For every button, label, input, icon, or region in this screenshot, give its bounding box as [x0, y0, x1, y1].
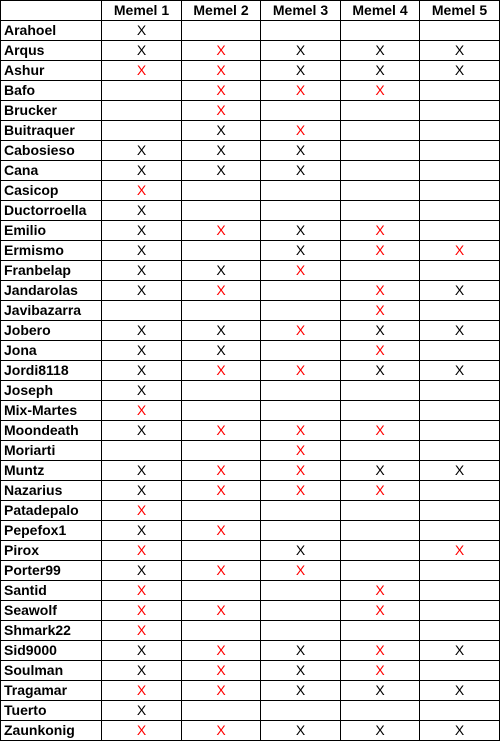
- empty-cell: [420, 421, 500, 441]
- header-memel-5: Memel 5: [420, 1, 500, 21]
- black-x-mark: X: [261, 661, 341, 681]
- black-x-mark: X: [341, 461, 420, 481]
- red-x-mark: X: [102, 501, 182, 521]
- empty-cell: [341, 701, 420, 721]
- empty-cell: [420, 261, 500, 281]
- black-x-mark: X: [102, 461, 182, 481]
- black-x-mark: X: [102, 341, 182, 361]
- player-name: Tuerto: [1, 701, 102, 721]
- black-x-mark: X: [261, 161, 341, 181]
- red-x-mark: X: [261, 461, 341, 481]
- table-row: [1, 161, 500, 181]
- black-x-mark: X: [102, 281, 182, 301]
- black-x-mark: X: [341, 61, 420, 81]
- black-x-mark: X: [261, 681, 341, 701]
- empty-cell: [341, 141, 420, 161]
- red-x-mark: X: [102, 721, 182, 741]
- black-x-mark: X: [102, 161, 182, 181]
- table-row: [1, 341, 500, 361]
- empty-cell: [420, 441, 500, 461]
- red-x-mark: X: [341, 581, 420, 601]
- empty-cell: [420, 161, 500, 181]
- empty-cell: [182, 381, 261, 401]
- red-x-mark: X: [341, 481, 420, 501]
- empty-cell: [102, 101, 182, 121]
- player-name: Mix-Martes: [1, 401, 102, 421]
- red-x-mark: X: [182, 561, 261, 581]
- table-body: [1, 21, 500, 741]
- black-x-mark: X: [102, 561, 182, 581]
- empty-cell: [420, 201, 500, 221]
- empty-cell: [261, 501, 341, 521]
- empty-cell: [420, 221, 500, 241]
- table-row: [1, 361, 500, 381]
- empty-cell: [420, 501, 500, 521]
- black-x-mark: X: [102, 381, 182, 401]
- player-name: Ashur: [1, 61, 102, 81]
- player-name: Bafo: [1, 81, 102, 101]
- empty-cell: [182, 181, 261, 201]
- player-name: Soulman: [1, 661, 102, 681]
- red-x-mark: X: [341, 601, 420, 621]
- red-x-mark: X: [420, 241, 500, 261]
- empty-cell: [261, 21, 341, 41]
- table-row: [1, 521, 500, 541]
- red-x-mark: X: [341, 241, 420, 261]
- empty-cell: [261, 181, 341, 201]
- empty-cell: [341, 501, 420, 521]
- empty-cell: [182, 541, 261, 561]
- empty-cell: [420, 621, 500, 641]
- black-x-mark: X: [261, 241, 341, 261]
- black-x-mark: X: [420, 41, 500, 61]
- black-x-mark: X: [341, 361, 420, 381]
- red-x-mark: X: [261, 561, 341, 581]
- table-row: [1, 561, 500, 581]
- table-row: [1, 401, 500, 421]
- black-x-mark: X: [420, 641, 500, 661]
- player-name: Moondeath: [1, 421, 102, 441]
- red-x-mark: X: [182, 81, 261, 101]
- player-name: Pepefox1: [1, 521, 102, 541]
- table-row: [1, 281, 500, 301]
- player-name: Santid: [1, 581, 102, 601]
- table-row: [1, 661, 500, 681]
- red-x-mark: X: [102, 681, 182, 701]
- black-x-mark: X: [182, 321, 261, 341]
- table-row: [1, 181, 500, 201]
- red-x-mark: X: [102, 181, 182, 201]
- table-row: [1, 241, 500, 261]
- black-x-mark: X: [102, 141, 182, 161]
- black-x-mark: X: [420, 721, 500, 741]
- table-row: [1, 221, 500, 241]
- empty-cell: [420, 21, 500, 41]
- empty-cell: [420, 561, 500, 581]
- table-row: [1, 121, 500, 141]
- empty-cell: [341, 21, 420, 41]
- empty-cell: [102, 301, 182, 321]
- black-x-mark: X: [102, 481, 182, 501]
- player-name: Shmark22: [1, 621, 102, 641]
- empty-cell: [182, 621, 261, 641]
- table-row: [1, 141, 500, 161]
- black-x-mark: X: [420, 61, 500, 81]
- red-x-mark: X: [341, 661, 420, 681]
- red-x-mark: X: [261, 361, 341, 381]
- player-name: Buitraquer: [1, 121, 102, 141]
- empty-cell: [341, 161, 420, 181]
- red-x-mark: X: [182, 101, 261, 121]
- empty-cell: [261, 301, 341, 321]
- empty-cell: [102, 121, 182, 141]
- table-row: [1, 321, 500, 341]
- table-row: [1, 101, 500, 121]
- red-x-mark: X: [341, 281, 420, 301]
- player-name: Casicop: [1, 181, 102, 201]
- empty-cell: [341, 541, 420, 561]
- black-x-mark: X: [341, 321, 420, 341]
- empty-cell: [182, 301, 261, 321]
- black-x-mark: X: [261, 721, 341, 741]
- black-x-mark: X: [261, 641, 341, 661]
- table-row: [1, 421, 500, 441]
- red-x-mark: X: [182, 481, 261, 501]
- black-x-mark: X: [102, 41, 182, 61]
- table-row: [1, 601, 500, 621]
- red-x-mark: X: [182, 361, 261, 381]
- empty-cell: [341, 381, 420, 401]
- table-row: [1, 461, 500, 481]
- player-name: Brucker: [1, 101, 102, 121]
- empty-cell: [182, 401, 261, 421]
- empty-cell: [420, 81, 500, 101]
- header-memel-2: Memel 2: [182, 1, 261, 21]
- table-row: [1, 41, 500, 61]
- table-row: [1, 81, 500, 101]
- empty-cell: [261, 621, 341, 641]
- red-x-mark: X: [341, 81, 420, 101]
- red-x-mark: X: [182, 461, 261, 481]
- black-x-mark: X: [102, 701, 182, 721]
- empty-cell: [261, 581, 341, 601]
- red-x-mark: X: [182, 601, 261, 621]
- table-row: [1, 441, 500, 461]
- empty-cell: [182, 201, 261, 221]
- red-x-mark: X: [182, 281, 261, 301]
- red-x-mark: X: [102, 401, 182, 421]
- empty-cell: [182, 501, 261, 521]
- empty-cell: [341, 621, 420, 641]
- red-x-mark: X: [261, 121, 341, 141]
- red-x-mark: X: [102, 581, 182, 601]
- black-x-mark: X: [261, 541, 341, 561]
- black-x-mark: X: [102, 241, 182, 261]
- black-x-mark: X: [341, 41, 420, 61]
- black-x-mark: X: [102, 521, 182, 541]
- empty-cell: [420, 301, 500, 321]
- black-x-mark: X: [182, 141, 261, 161]
- red-x-mark: X: [341, 421, 420, 441]
- red-x-mark: X: [341, 641, 420, 661]
- player-name: Joseph: [1, 381, 102, 401]
- red-x-mark: X: [102, 601, 182, 621]
- empty-cell: [341, 521, 420, 541]
- black-x-mark: X: [102, 221, 182, 241]
- table-row: [1, 581, 500, 601]
- red-x-mark: X: [102, 621, 182, 641]
- player-name: Emilio: [1, 221, 102, 241]
- header-memel-1: Memel 1: [102, 1, 182, 21]
- player-name: Arqus: [1, 41, 102, 61]
- red-x-mark: X: [182, 421, 261, 441]
- empty-cell: [420, 101, 500, 121]
- red-x-mark: X: [182, 61, 261, 81]
- table-row: [1, 541, 500, 561]
- empty-cell: [420, 661, 500, 681]
- empty-cell: [261, 601, 341, 621]
- player-name: Moriarti: [1, 441, 102, 461]
- black-x-mark: X: [182, 161, 261, 181]
- player-name: Ermismo: [1, 241, 102, 261]
- table-row: [1, 261, 500, 281]
- player-name: Pirox: [1, 541, 102, 561]
- empty-cell: [420, 521, 500, 541]
- empty-cell: [182, 581, 261, 601]
- player-name: Jona: [1, 341, 102, 361]
- empty-cell: [341, 441, 420, 461]
- black-x-mark: X: [102, 421, 182, 441]
- black-x-mark: X: [420, 361, 500, 381]
- red-x-mark: X: [341, 301, 420, 321]
- black-x-mark: X: [261, 141, 341, 161]
- empty-cell: [341, 101, 420, 121]
- player-name: Jandarolas: [1, 281, 102, 301]
- black-x-mark: X: [102, 201, 182, 221]
- red-x-mark: X: [420, 541, 500, 561]
- red-x-mark: X: [102, 61, 182, 81]
- table-row: [1, 21, 500, 41]
- black-x-mark: X: [420, 321, 500, 341]
- red-x-mark: X: [341, 341, 420, 361]
- header-row: [1, 1, 500, 21]
- empty-cell: [420, 341, 500, 361]
- red-x-mark: X: [261, 321, 341, 341]
- black-x-mark: X: [420, 461, 500, 481]
- table-row: [1, 641, 500, 661]
- empty-cell: [182, 441, 261, 461]
- black-x-mark: X: [182, 261, 261, 281]
- empty-cell: [341, 561, 420, 581]
- player-name: Zaunkonig: [1, 721, 102, 741]
- empty-cell: [102, 81, 182, 101]
- black-x-mark: X: [102, 21, 182, 41]
- empty-cell: [182, 701, 261, 721]
- black-x-mark: X: [261, 61, 341, 81]
- black-x-mark: X: [261, 221, 341, 241]
- player-name: Ductorroella: [1, 201, 102, 221]
- empty-cell: [261, 341, 341, 361]
- empty-cell: [420, 581, 500, 601]
- table-row: [1, 721, 500, 741]
- player-name: Franbelap: [1, 261, 102, 281]
- player-name: Jordi8118: [1, 361, 102, 381]
- player-name: Javibazarra: [1, 301, 102, 321]
- player-name: Nazarius: [1, 481, 102, 501]
- black-x-mark: X: [102, 361, 182, 381]
- red-x-mark: X: [261, 441, 341, 461]
- table-row: [1, 501, 500, 521]
- red-x-mark: X: [261, 481, 341, 501]
- red-x-mark: X: [261, 261, 341, 281]
- black-x-mark: X: [102, 641, 182, 661]
- player-name: Jobero: [1, 321, 102, 341]
- player-name: Muntz: [1, 461, 102, 481]
- table-row: [1, 481, 500, 501]
- empty-cell: [341, 181, 420, 201]
- player-name: Cabosieso: [1, 141, 102, 161]
- black-x-mark: X: [261, 41, 341, 61]
- player-name: Porter99: [1, 561, 102, 581]
- empty-cell: [261, 401, 341, 421]
- red-x-mark: X: [341, 221, 420, 241]
- player-name: Patadepalo: [1, 501, 102, 521]
- black-x-mark: X: [182, 341, 261, 361]
- empty-cell: [420, 181, 500, 201]
- black-x-mark: X: [341, 681, 420, 701]
- player-name: Arahoel: [1, 21, 102, 41]
- red-x-mark: X: [182, 41, 261, 61]
- empty-cell: [261, 381, 341, 401]
- red-x-mark: X: [182, 721, 261, 741]
- empty-cell: [420, 141, 500, 161]
- player-name: Sid9000: [1, 641, 102, 661]
- empty-cell: [261, 281, 341, 301]
- black-x-mark: X: [341, 721, 420, 741]
- empty-cell: [420, 481, 500, 501]
- black-x-mark: X: [420, 281, 500, 301]
- empty-cell: [261, 701, 341, 721]
- player-name: Seawolf: [1, 601, 102, 621]
- empty-cell: [341, 401, 420, 421]
- empty-cell: [420, 401, 500, 421]
- red-x-mark: X: [182, 681, 261, 701]
- black-x-mark: X: [102, 261, 182, 281]
- red-x-mark: X: [261, 81, 341, 101]
- black-x-mark: X: [182, 121, 261, 141]
- empty-cell: [420, 701, 500, 721]
- red-x-mark: X: [182, 221, 261, 241]
- red-x-mark: X: [182, 661, 261, 681]
- header-name-column: [1, 1, 102, 21]
- table-row: [1, 681, 500, 701]
- header-memel-3: Memel 3: [261, 1, 341, 21]
- empty-cell: [341, 261, 420, 281]
- black-x-mark: X: [102, 321, 182, 341]
- table-row: [1, 301, 500, 321]
- empty-cell: [102, 441, 182, 461]
- table-row: [1, 381, 500, 401]
- empty-cell: [261, 101, 341, 121]
- empty-cell: [420, 601, 500, 621]
- red-x-mark: X: [261, 421, 341, 441]
- table-row: [1, 61, 500, 81]
- empty-cell: [261, 521, 341, 541]
- table-row: [1, 201, 500, 221]
- red-x-mark: X: [102, 541, 182, 561]
- empty-cell: [182, 241, 261, 261]
- table-row: [1, 621, 500, 641]
- header-memel-4: Memel 4: [341, 1, 420, 21]
- player-name: Cana: [1, 161, 102, 181]
- player-name: Tragamar: [1, 681, 102, 701]
- empty-cell: [341, 201, 420, 221]
- red-x-mark: X: [182, 641, 261, 661]
- empty-cell: [420, 381, 500, 401]
- black-x-mark: X: [102, 661, 182, 681]
- black-x-mark: X: [420, 681, 500, 701]
- table-row: [1, 701, 500, 721]
- empty-cell: [420, 121, 500, 141]
- red-x-mark: X: [182, 521, 261, 541]
- empty-cell: [341, 121, 420, 141]
- empty-cell: [182, 21, 261, 41]
- empty-cell: [261, 201, 341, 221]
